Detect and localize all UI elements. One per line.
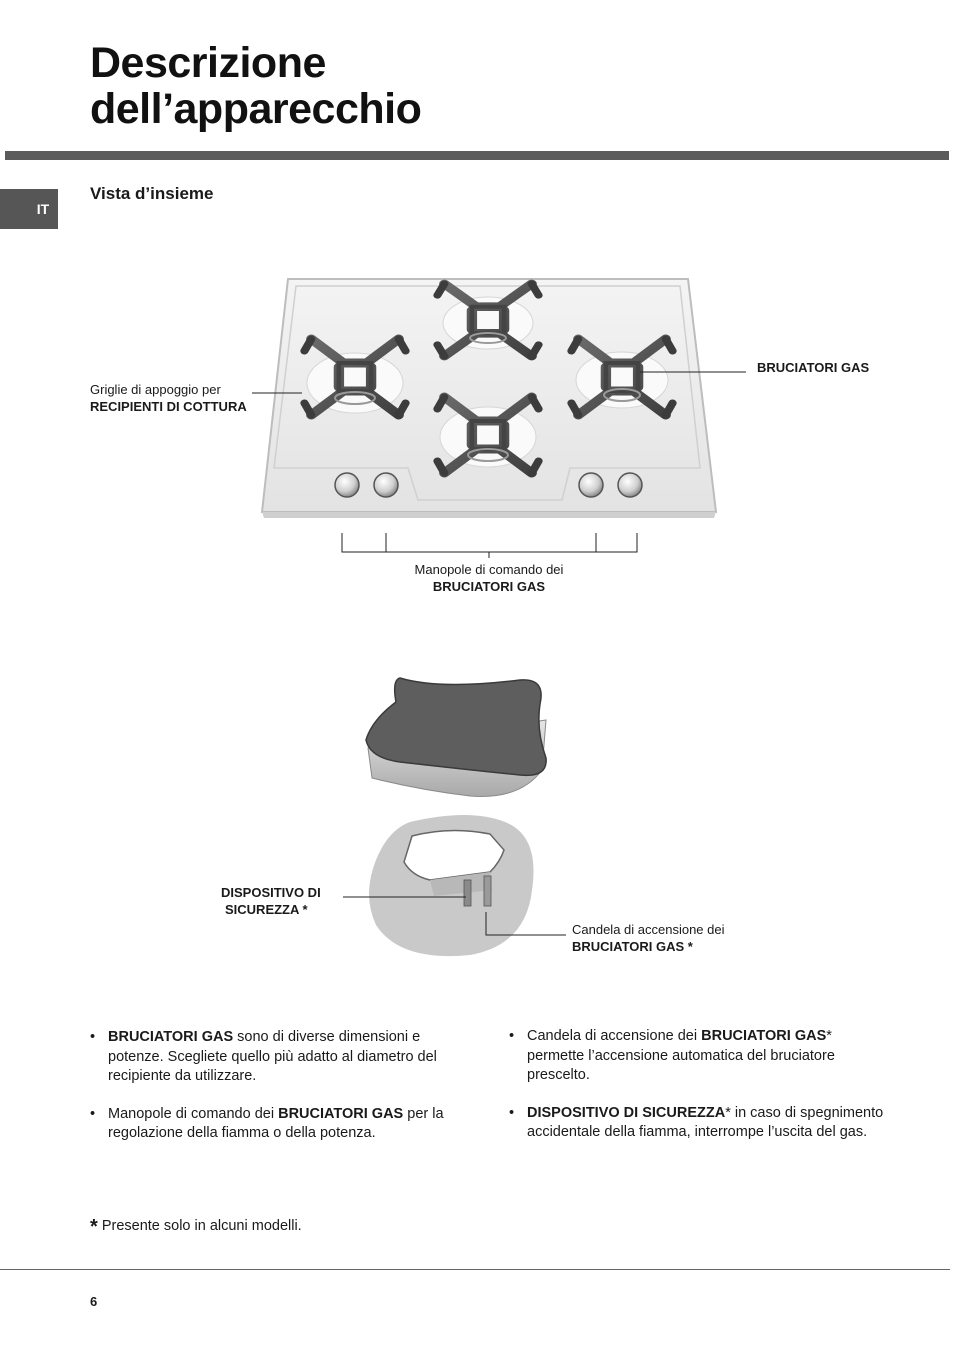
knob-2 [374,473,398,497]
knob-4 [618,473,642,497]
knob-1 [335,473,359,497]
burner-cap-illustration [366,678,546,796]
page-title-line-2: dell’apparecchio [90,85,422,133]
language-tab-label: IT [36,201,50,217]
label-ignition-line-1: Candela di accensione dei [572,922,725,937]
bullet-safety-device: • DISPOSITIVO DI SICUREZZA* in caso di spegnimento accidentale della fiamma, interrompe l’uscita del gas. [509,1104,887,1143]
bullet-ignition: • Candela di accensione dei BRUCIATORI GAS* permette l’accensione automatica del bruciatore prescelto. [509,1027,887,1086]
label-grids-line-1: Griglie di appoggio per [90,382,221,397]
page-title-line-1: Descrizione [90,39,326,87]
label-knobs [389,561,589,595]
label-knobs-line-1: Manopole di comando dei [414,562,564,577]
knob-3 [579,473,603,497]
section-title: Vista d’insieme [90,184,214,203]
bullets-right [509,1027,887,1161]
label-safety-line-1: DISPOSITIVO DI [221,885,321,900]
hob-illustration [262,279,716,518]
bullet-burners: • BRUCIATORI GAS sono di diverse dimensioni e potenze. Scegliete quello più adatto al diametro del recipiente da utilizzare. [90,1028,472,1087]
label-ignition-line-2: BRUCIATORI GAS * [572,939,693,954]
bullet-knobs: • Manopole di comando dei BRUCIATORI GAS per la regolazione della fiamma o della potenza. [90,1105,472,1144]
label-burners: BRUCIATORI GAS [757,360,870,375]
bullets-left [90,1028,472,1162]
footer-divider [0,1269,950,1270]
footnote-star: * [90,1216,98,1238]
label-safety-device [221,884,321,918]
footnote-text: Presente solo in alcuni modelli. [97,1218,302,1234]
label-grids-line-2: RECIPIENTI DI COTTURA [90,399,247,414]
label-knobs-line-2: BRUCIATORI GAS [432,579,546,594]
footnote [90,1216,302,1239]
page-number: 6 [90,1294,98,1309]
label-ignition [572,921,725,955]
label-safety-line-2: SICUREZZA * [225,902,308,917]
label-grids [90,381,247,415]
